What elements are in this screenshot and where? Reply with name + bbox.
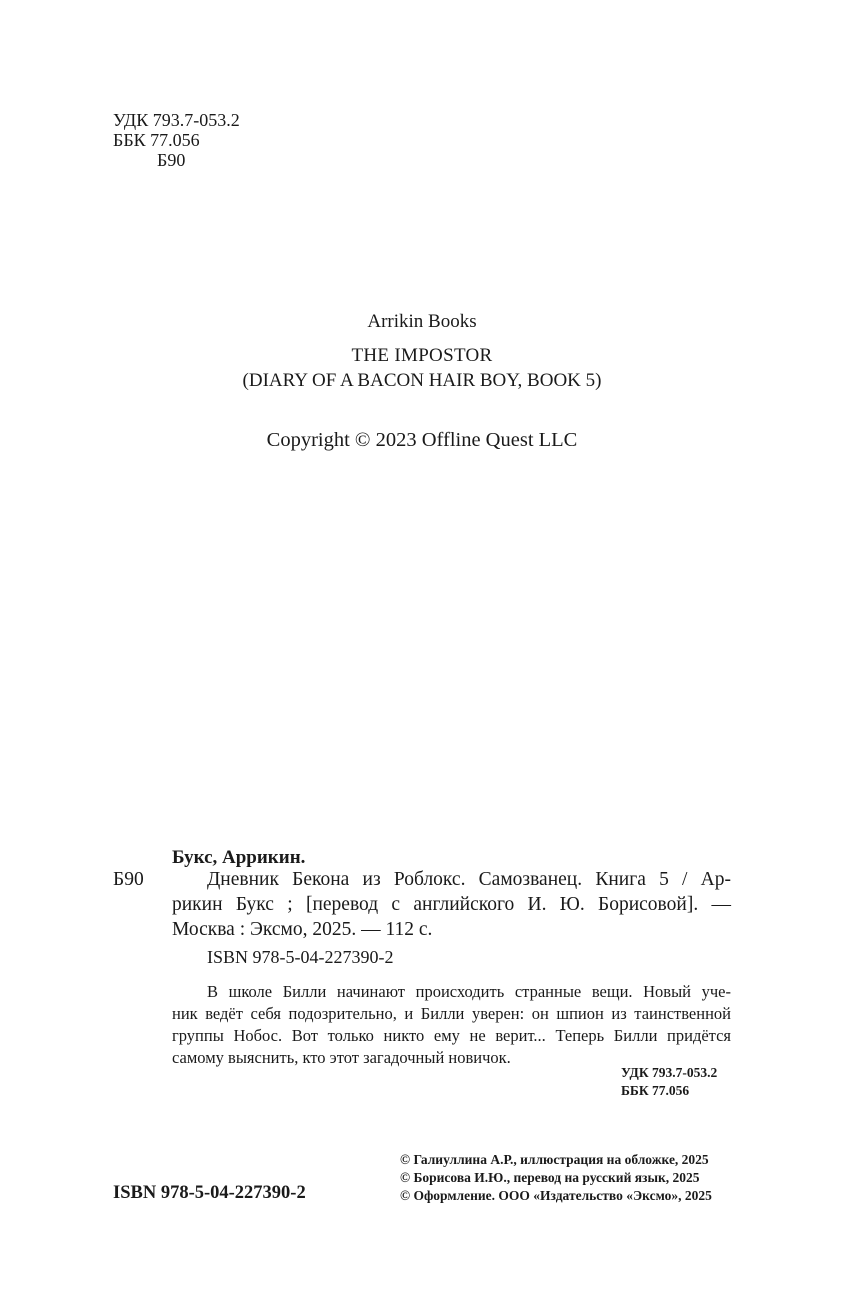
author-code-top: Б90 (157, 150, 186, 170)
annotation-line-1: В школе Билли начинают происходить странные вещи. Новый уче- (207, 982, 731, 1001)
annotation-udk: УДК 793.7-053.2 (621, 1065, 718, 1080)
bib-line-2: рикин Букс ; [перевод с английского И. Ю. Борисовой]. — (172, 894, 731, 915)
annotation-line-4: самому выяснить, кто этот загадочный новичок. (172, 1048, 511, 1067)
udk-top: УДК 793.7-053.2 (113, 110, 240, 130)
original-title: THE IMPOSTOR (351, 345, 493, 366)
bib-description (172, 867, 731, 942)
bib-author-heading: Букс, Аррикин. (172, 847, 306, 868)
original-author: Arrikin Books (367, 311, 477, 332)
bib-isbn: ISBN 978-5-04-227390-2 (207, 947, 394, 967)
bib-code: Б90 (113, 869, 144, 890)
annotation-text (172, 981, 731, 1069)
footer-isbn: ISBN 978-5-04-227390-2 (113, 1183, 306, 1203)
bbk-top: ББК 77.056 (113, 130, 200, 150)
original-series: (DIARY OF A BACON HAIR BOY, BOOK 5) (242, 370, 602, 391)
footer-copyright-1: © Галиуллина А.Р., иллюстрация на обложке, 2025 (400, 1152, 709, 1167)
bib-line-1: Дневник Бекона из Роблокс. Самозванец. Книга 5 / Ар- (207, 869, 731, 890)
footer-copyright-2: © Борисова И.Ю., перевод на русский язык, 2025 (400, 1170, 700, 1185)
footer-copyright-3: © Оформление. ООО «Издательство «Эксмо», 2025 (400, 1188, 712, 1203)
annotation-line-2: ник ведёт себя подозрительно, и Билли уверен: он шпион из таинственной (172, 1004, 731, 1023)
annotation-line-3: группы Нобос. Вот только никто ему не верит... Теперь Билли придётся (172, 1026, 731, 1045)
bib-line-3: Москва : Эксмо, 2025. — 112 с. (172, 919, 433, 940)
original-copyright: Copyright © 2023 Offline Quest LLC (266, 429, 578, 451)
annotation-bbk: ББК 77.056 (621, 1083, 690, 1098)
